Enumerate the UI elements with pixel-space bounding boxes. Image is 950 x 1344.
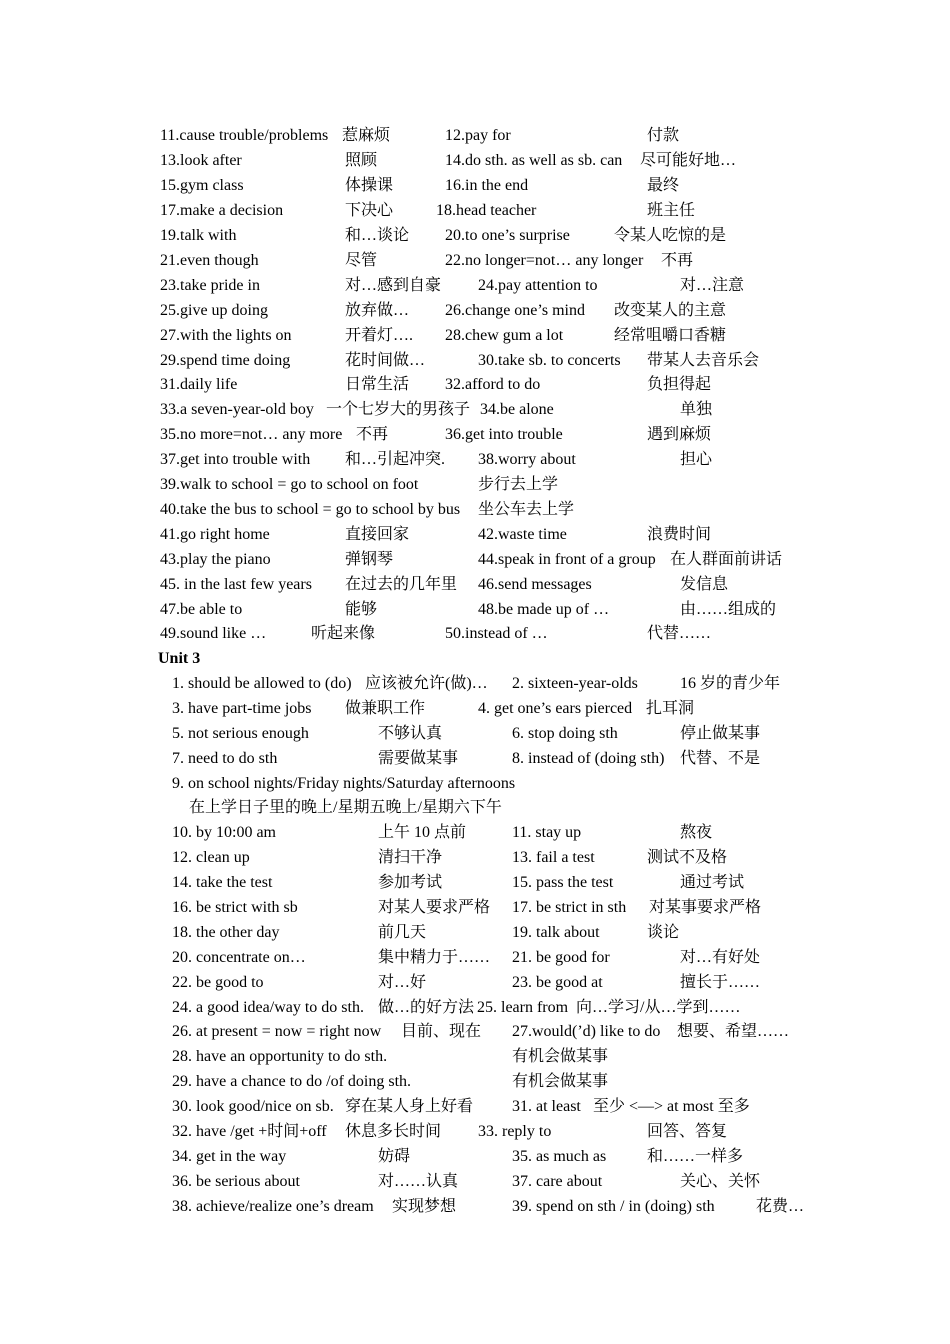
meaning: 和…谈论 xyxy=(345,227,410,244)
meaning: 16 岁的青少年 xyxy=(680,675,781,692)
meaning: 步行去上学 xyxy=(478,476,559,493)
meaning: 带某人去音乐会 xyxy=(647,352,760,369)
phrase: 17. be strict in sth xyxy=(512,899,627,916)
meaning: 前几天 xyxy=(378,924,427,941)
phrase: 8. instead of (doing sth) xyxy=(512,750,665,767)
meaning: 弹钢琴 xyxy=(345,551,394,568)
phrase: 23. be good at xyxy=(512,974,603,991)
phrase: 32. have /get +时间+off xyxy=(172,1123,327,1140)
meaning: 妨碍 xyxy=(378,1148,411,1165)
phrase: 21.even though xyxy=(160,252,259,269)
phrase: 29. have a chance to do /of doing sth. xyxy=(172,1073,412,1090)
phrase: 21. be good for xyxy=(512,949,610,966)
phrase: 7. need to do sth xyxy=(172,750,278,767)
meaning: 改变某人的主意 xyxy=(614,302,727,319)
meaning: 开着灯…. xyxy=(345,327,414,344)
phrase: 25. learn from xyxy=(477,999,569,1016)
meaning: 关心、关怀 xyxy=(680,1173,761,1190)
phrase: 15.gym class xyxy=(160,177,244,194)
meaning: 谈论 xyxy=(647,924,680,941)
meaning: 穿在某人身上好看 xyxy=(345,1098,474,1115)
phrase: 4. get one’s ears pierced xyxy=(478,700,633,717)
meaning: 扎耳洞 xyxy=(646,700,695,717)
phrase: 46.send messages xyxy=(478,576,592,593)
meaning: 单独 xyxy=(680,401,713,418)
meaning: 对某人要求严格 xyxy=(378,899,491,916)
meaning: 在人群面前讲话 xyxy=(670,551,783,568)
meaning: 尽管 xyxy=(345,252,378,269)
meaning: 一个七岁大的男孩子 xyxy=(326,401,471,418)
meaning: 花时间做… xyxy=(345,352,426,369)
phrase: 47.be able to xyxy=(160,601,243,618)
meaning: 由……组成的 xyxy=(680,601,777,618)
phrase: 24. a good idea/way to do sth. xyxy=(172,999,364,1016)
phrase: 34.be alone xyxy=(480,401,554,418)
phrase: 15. pass the test xyxy=(512,874,614,891)
phrase: 37. care about xyxy=(512,1173,603,1190)
meaning: 对某事要求严格 xyxy=(649,899,762,916)
phrase: 40.take the bus to school = go to school by bus xyxy=(160,501,461,518)
phrase: 35.no more=not… any more xyxy=(160,426,343,443)
meaning: 尽可能好地… xyxy=(640,152,737,169)
phrase: 17.make a decision xyxy=(160,202,284,219)
phrase: 20. concentrate on… xyxy=(172,949,306,966)
phrase: 27.with the lights on xyxy=(160,327,292,344)
meaning: 停止做某事 xyxy=(680,725,761,742)
meaning: 令某人吃惊的是 xyxy=(614,227,727,244)
phrase: 25.give up doing xyxy=(160,302,268,319)
phrase: 43.play the piano xyxy=(160,551,271,568)
meaning: 对…感到自豪 xyxy=(345,277,442,294)
meaning: 班主任 xyxy=(647,202,696,219)
meaning: 至少 <—> at most 至多 xyxy=(593,1098,750,1115)
phrase: 26.change one’s mind xyxy=(445,302,585,319)
phrase: 39. spend on sth / in (doing) sth xyxy=(512,1198,715,1215)
meaning: 照顾 xyxy=(345,152,378,169)
phrase: 49.sound like … xyxy=(160,625,267,642)
phrase: 34. get in the way xyxy=(172,1148,287,1165)
phrase: 50.instead of … xyxy=(445,625,548,642)
meaning: 代替…… xyxy=(647,625,712,642)
meaning: 听起来像 xyxy=(311,625,376,642)
meaning: 下决心 xyxy=(345,202,394,219)
meaning: 不再 xyxy=(356,426,389,443)
phrase: 18.head teacher xyxy=(436,202,537,219)
meaning: 有机会做某事 xyxy=(512,1073,609,1090)
phrase: 30.take sb. to concerts xyxy=(478,352,621,369)
meaning: 休息多长时间 xyxy=(345,1123,442,1140)
phrase: 36. be serious about xyxy=(172,1173,300,1190)
meaning: 放弃做… xyxy=(345,302,410,319)
phrase: 23.take pride in xyxy=(160,277,260,294)
meaning: 擅长于…… xyxy=(680,974,761,991)
meaning: 能够 xyxy=(345,601,378,618)
phrase: 2. sixteen-year-olds xyxy=(512,675,638,692)
meaning: 花费… xyxy=(756,1198,805,1215)
phrase: 32.afford to do xyxy=(445,376,541,393)
meaning: 和……一样多 xyxy=(647,1148,744,1165)
meaning: 不够认真 xyxy=(378,725,443,742)
meaning: 遇到麻烦 xyxy=(647,426,712,443)
phrase: 26. at present = now = right now xyxy=(172,1023,382,1040)
meaning: 上午 10 点前 xyxy=(378,824,467,841)
phrase: 41.go right home xyxy=(160,526,270,543)
meaning: 和…引起冲突. xyxy=(345,451,446,468)
phrase: 20.to one’s surprise xyxy=(445,227,570,244)
meaning: 对……认真 xyxy=(378,1173,459,1190)
phrase: 12.pay for xyxy=(445,127,511,144)
phrase: 12. clean up xyxy=(172,849,250,866)
meaning: 体操课 xyxy=(345,177,394,194)
phrase: 3. have part-time jobs xyxy=(172,700,312,717)
phrase: 9. on school nights/Friday nights/Saturday afternoons xyxy=(172,775,516,792)
phrase: 37.get into trouble with xyxy=(160,451,311,468)
phrase: 31.daily life xyxy=(160,376,238,393)
phrase: 1. should be allowed to (do) xyxy=(172,675,352,692)
meaning: 通过考试 xyxy=(680,874,745,891)
meaning: 经常咀嚼口香糖 xyxy=(614,327,727,344)
meaning: 付款 xyxy=(647,127,680,144)
phrase: 14.do sth. as well as sb. can xyxy=(445,152,623,169)
meaning: 对…有好处 xyxy=(680,949,761,966)
phrase: 16. be strict with sb xyxy=(172,899,298,916)
phrase: 14. take the test xyxy=(172,874,273,891)
phrase: 44.speak in front of a group xyxy=(478,551,656,568)
phrase: 35. as much as xyxy=(512,1148,607,1165)
meaning: 浪费时间 xyxy=(647,526,712,543)
phrase: 27.would(’d) like to do xyxy=(512,1023,661,1040)
phrase: 16.in the end xyxy=(445,177,529,194)
phrase: 6. stop doing sth xyxy=(512,725,618,742)
phrase: 29.spend time doing xyxy=(160,352,291,369)
meaning: 惹麻烦 xyxy=(342,127,391,144)
phrase: 33.a seven-year-old boy xyxy=(160,401,314,418)
meaning: 不再 xyxy=(661,252,694,269)
phrase: 39.walk to school = go to school on foot xyxy=(160,476,419,493)
phrase: 22. be good to xyxy=(172,974,264,991)
phrase: 5. not serious enough xyxy=(172,725,309,742)
meaning: 熬夜 xyxy=(680,824,713,841)
meaning: 发信息 xyxy=(680,576,729,593)
meaning: 有机会做某事 xyxy=(512,1048,609,1065)
phrase: 18. the other day xyxy=(172,924,280,941)
meaning: 代替、不是 xyxy=(680,750,761,767)
meaning: 担心 xyxy=(680,451,713,468)
unit-heading: Unit 3 xyxy=(158,650,201,667)
meaning: 在上学日子里的晚上/星期五晚上/星期六下午 xyxy=(189,799,502,816)
phrase: 38. achieve/realize one’s dream xyxy=(172,1198,374,1215)
phrase: 30. look good/nice on sb. xyxy=(172,1098,334,1115)
phrase: 48.be made up of … xyxy=(478,601,610,618)
phrase: 28.chew gum a lot xyxy=(445,327,564,344)
meaning: 需要做某事 xyxy=(378,750,459,767)
meaning: 在过去的几年里 xyxy=(345,576,458,593)
meaning: 参加考试 xyxy=(378,874,443,891)
phrase: 11. stay up xyxy=(512,824,582,841)
meaning: 想要、希望…… xyxy=(677,1023,790,1040)
meaning: 坐公车去上学 xyxy=(478,501,575,518)
meaning: 测试不及格 xyxy=(647,849,728,866)
phrase: 33. reply to xyxy=(478,1123,552,1140)
phrase: 45. in the last few years xyxy=(160,576,312,593)
phrase: 28. have an opportunity to do sth. xyxy=(172,1048,388,1065)
phrase: 31. at least xyxy=(512,1098,581,1115)
meaning: 做兼职工作 xyxy=(345,700,426,717)
meaning: 集中精力于…… xyxy=(378,949,491,966)
phrase: 19. talk about xyxy=(512,924,600,941)
meaning: 最终 xyxy=(647,177,680,194)
meaning: 日常生活 xyxy=(345,376,410,393)
meaning: 实现梦想 xyxy=(392,1198,457,1215)
phrase: 13.look after xyxy=(160,152,242,169)
meaning: 清扫干净 xyxy=(378,849,443,866)
phrase: 19.talk with xyxy=(160,227,237,244)
meaning: 做…的好方法 xyxy=(378,999,475,1016)
phrase: 24.pay attention to xyxy=(478,277,598,294)
meaning: 回答、答复 xyxy=(647,1123,728,1140)
phrase: 36.get into trouble xyxy=(445,426,563,443)
meaning: 对…好 xyxy=(378,974,427,991)
phrase: 11.cause trouble/problems xyxy=(160,127,329,144)
meaning: 向…学习/从…学到…… xyxy=(576,999,741,1016)
phrase: 13. fail a test xyxy=(512,849,595,866)
meaning: 负担得起 xyxy=(647,376,712,393)
meaning: 直接回家 xyxy=(345,526,410,543)
phrase: 38.worry about xyxy=(478,451,576,468)
meaning: 对…注意 xyxy=(680,277,745,294)
phrase: 22.no longer=not… any longer xyxy=(445,252,644,269)
phrase: 10. by 10:00 am xyxy=(172,824,276,841)
meaning: 应该被允许(做)… xyxy=(365,675,488,692)
phrase: 42.waste time xyxy=(478,526,567,543)
meaning: 目前、现在 xyxy=(401,1023,482,1040)
